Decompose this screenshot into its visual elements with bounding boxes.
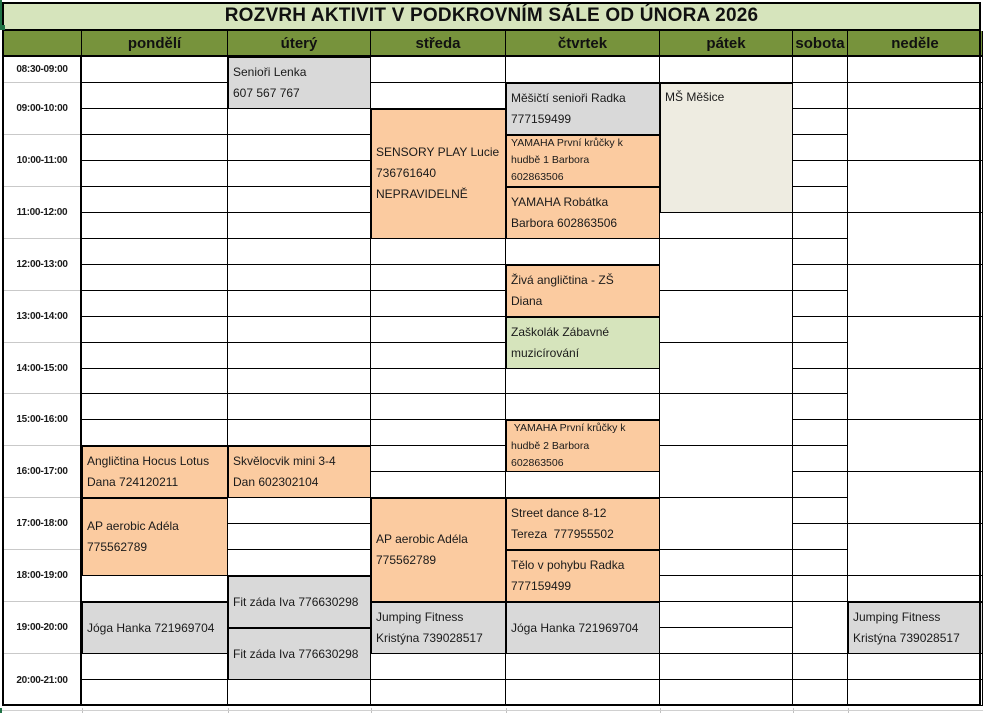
time-slot-13-00-14-00[interactable]: 13:00-14:00 <box>2 291 82 343</box>
cell-patek-r6[interactable] <box>660 213 793 239</box>
activity-text-line: hudbě 1 Barbora <box>511 154 590 167</box>
activity-text-line: 777159499 <box>511 579 572 594</box>
activity-text-line: Jóga Hanka 721969704 <box>87 620 215 635</box>
activity-street-dance-8-12[interactable] <box>506 498 660 550</box>
activity-skvelocvik-mini-3-4[interactable] <box>228 446 371 498</box>
cell-nedele-r8[interactable] <box>848 265 983 317</box>
cell-pondeli-r0[interactable] <box>82 57 228 83</box>
cell-patek-r19[interactable] <box>660 550 793 576</box>
cell-utery-r5[interactable] <box>228 187 371 213</box>
cell-streda-r24[interactable] <box>371 680 506 706</box>
activity-text-line: Dan 602302104 <box>233 475 319 490</box>
cell-nedele-r6[interactable] <box>848 213 983 265</box>
day-header-ctvrtek[interactable]: čtvrtek <box>506 31 660 57</box>
activity-text-line: YAMAHA První krůčky k <box>511 136 623 149</box>
activity-text-line: AP aerobic Adéla <box>376 532 468 547</box>
activity-text-line: Diana <box>511 293 543 308</box>
cell-streda-r10[interactable] <box>371 317 506 343</box>
cell-pondeli-r6[interactable] <box>82 213 228 239</box>
time-slot-16-00-17-00[interactable]: 16:00-17:00 <box>2 446 82 498</box>
cell-utery-r10[interactable] <box>228 317 371 343</box>
cell-utery-r24[interactable] <box>228 680 371 706</box>
activity-text-line: Jumping Fitness <box>376 610 464 625</box>
cell-pondeli-r10[interactable] <box>82 317 228 343</box>
cell-pondeli-r12[interactable] <box>82 369 228 395</box>
cell-patek-r24[interactable] <box>660 680 793 706</box>
ghost-gridline <box>2 710 983 711</box>
cell-sobota-r23[interactable] <box>793 654 848 680</box>
selection-artifact-top <box>0 0 2 27</box>
time-column-separator <box>80 57 82 706</box>
activity-text-line: Fit záda Iva 776630298 <box>233 594 359 609</box>
cell-ctvrtek-r7[interactable] <box>506 239 660 265</box>
cell-patek-r9[interactable] <box>660 291 793 343</box>
activity-text-line: YAMAHA První krůčky k <box>511 422 626 435</box>
cell-nedele-r16[interactable] <box>848 472 983 524</box>
cell-streda-r16[interactable] <box>371 472 506 498</box>
cell-nedele-r10[interactable] <box>848 317 983 369</box>
cell-patek-r21[interactable] <box>660 602 793 628</box>
cell-pondeli-r3[interactable] <box>82 135 228 161</box>
activity-text-line: Fit záda Iva 776630298 <box>233 646 359 661</box>
activity-text-line: 775562789 <box>87 540 148 555</box>
cell-utery-r8[interactable] <box>228 265 371 291</box>
time-slot-08-30-09-00[interactable]: 08:30-09:00 <box>2 57 82 83</box>
cell-ctvrtek-r12[interactable] <box>506 369 660 395</box>
activity-fit-zada-iva-776630298[interactable] <box>228 628 371 680</box>
cell-nedele-r24[interactable] <box>848 680 983 706</box>
cell-nedele-r20[interactable] <box>848 576 983 602</box>
cell-patek-r13[interactable] <box>660 394 793 446</box>
cell-patek-r7[interactable] <box>660 239 793 291</box>
activity-text-line: Zaškolák Zábavné <box>511 324 610 339</box>
activity-text-line: SENSORY PLAY Lucie <box>376 145 500 160</box>
activity-ziva-anglictina-zs[interactable] <box>506 265 660 317</box>
activity-text-line: Kristýna 739028517 <box>376 631 483 646</box>
cell-ctvrtek-r13[interactable] <box>506 394 660 420</box>
activity-text-line: 602863506 <box>511 171 564 184</box>
activity-text-line: NEPRAVIDELNĚ <box>376 187 468 202</box>
time-slot-17-00-18-00[interactable]: 17:00-18:00 <box>2 498 82 550</box>
activity-sensory-play-lucie[interactable] <box>371 109 506 239</box>
cell-sobota-r7[interactable] <box>793 239 848 265</box>
cell-sobota-r3[interactable] <box>793 135 848 161</box>
cell-streda-r0[interactable] <box>371 57 506 83</box>
cell-streda-r1[interactable] <box>371 83 506 109</box>
cell-utery-r4[interactable] <box>228 161 371 187</box>
cell-nedele-r2[interactable] <box>848 109 983 161</box>
activity-text-line: Tereza 777955502 <box>511 527 614 542</box>
activity-zaskolak-zabavne[interactable] <box>506 317 660 369</box>
time-slot-18-00-19-00[interactable]: 18:00-19:00 <box>2 550 82 602</box>
activity-text-line: Street dance 8-12 <box>511 506 607 521</box>
selection-artifact-bottom <box>0 708 2 713</box>
activity-text-line: 775562789 <box>376 553 437 568</box>
cell-sobota-r13[interactable] <box>793 394 848 420</box>
activity-text-line: Senioři Lenka <box>233 64 307 79</box>
day-header-sobota[interactable]: sobota <box>793 31 848 57</box>
cell-sobota-r5[interactable] <box>793 187 848 213</box>
activity-text-line: hudbě 2 Barbora <box>511 439 590 452</box>
cell-sobota-r20[interactable] <box>793 576 848 602</box>
cell-sobota-r24[interactable] <box>793 680 848 706</box>
cell-patek-r23[interactable] <box>660 654 793 680</box>
cell-pondeli-r24[interactable] <box>82 680 228 706</box>
time-slot-14-00-15-00[interactable]: 14:00-15:00 <box>2 343 82 395</box>
activity-mesicti-seniori-radka[interactable] <box>506 83 660 135</box>
cell-utery-r12[interactable] <box>228 369 371 395</box>
cell-pondeli-r11[interactable] <box>82 343 228 369</box>
day-header-nedele[interactable]: neděle <box>848 31 983 57</box>
cell-utery-r3[interactable] <box>228 135 371 161</box>
cell-streda-r15[interactable] <box>371 446 506 472</box>
cell-pondeli-r20[interactable] <box>82 576 228 602</box>
cell-patek-r11[interactable] <box>660 343 793 395</box>
cell-pondeli-r14[interactable] <box>82 420 228 446</box>
activity-anglictina-hocus-lotus[interactable] <box>82 446 228 498</box>
activity-jumping-fitness[interactable] <box>371 602 506 654</box>
activity-fit-zada-iva-776630298[interactable] <box>228 576 371 628</box>
activity-seniori-lenka[interactable] <box>228 57 371 109</box>
activity-text-line: MŠ Měšice <box>665 89 725 104</box>
activity-ap-aerobic-adela[interactable] <box>371 498 506 602</box>
cell-streda-r9[interactable] <box>371 291 506 317</box>
cell-pondeli-r5[interactable] <box>82 187 228 213</box>
cell-streda-r7[interactable] <box>371 239 506 265</box>
cell-sobota-r10[interactable] <box>793 317 848 343</box>
cell-nedele-r23[interactable] <box>848 654 983 680</box>
activity-text-line: 736761640 <box>376 166 437 181</box>
activity-text-line: 607 567 767 <box>233 85 300 100</box>
cell-pondeli-r13[interactable] <box>82 394 228 420</box>
cell-pondeli-r7[interactable] <box>82 239 228 265</box>
cell-sobota-r4[interactable] <box>793 161 848 187</box>
activity-telo-v-pohybu-radka[interactable] <box>506 550 660 602</box>
cell-patek-r20[interactable] <box>660 576 793 602</box>
cell-nedele-r18[interactable] <box>848 524 983 576</box>
day-header-pondeli[interactable]: pondělí <box>82 31 228 57</box>
activity-text-line: 777159499 <box>511 111 572 126</box>
time-slot-11-00-12-00[interactable]: 11:00-12:00 <box>2 187 82 239</box>
activity-text-line: Měšičtí senioři Radka <box>511 90 626 105</box>
cell-utery-r6[interactable] <box>228 213 371 239</box>
cell-ctvrtek-r16[interactable] <box>506 472 660 498</box>
activity-text-line: Jumping Fitness <box>853 610 941 625</box>
cell-utery-r13[interactable] <box>228 394 371 420</box>
cell-ctvrtek-r0[interactable] <box>506 57 660 83</box>
cell-patek-r15[interactable] <box>660 446 793 498</box>
cell-sobota-r2[interactable] <box>793 109 848 135</box>
time-slot-12-00-13-00[interactable]: 12:00-13:00 <box>2 239 82 291</box>
activity-text-line: Barbora 602863506 <box>511 215 618 230</box>
cell-pondeli-r1[interactable] <box>82 83 228 109</box>
activity-text-line: Tělo v pohybu Radka <box>511 558 625 573</box>
time-slot-20-00-21-00[interactable]: 20:00-21:00 <box>2 654 82 706</box>
corner-header-cell[interactable] <box>2 31 82 57</box>
activity-text-line: AP aerobic Adéla <box>87 519 179 534</box>
time-slot-15-00-16-00[interactable]: 15:00-16:00 <box>2 394 82 446</box>
cell-nedele-r12[interactable] <box>848 369 983 421</box>
day-header-utery[interactable]: úterý <box>228 31 371 57</box>
cell-streda-r12[interactable] <box>371 369 506 395</box>
cell-sobota-r8[interactable] <box>793 265 848 291</box>
cell-nedele-r0[interactable] <box>848 57 983 83</box>
activity-ap-aerobic-adela[interactable] <box>82 498 228 576</box>
cell-utery-r9[interactable] <box>228 291 371 317</box>
cell-sobota-r1[interactable] <box>793 83 848 109</box>
time-slot-09-00-10-00[interactable]: 09:00-10:00 <box>2 83 82 135</box>
cell-sobota-r19[interactable] <box>793 550 848 576</box>
cell-patek-r22[interactable] <box>660 628 793 654</box>
activity-text-line: Živá angličtina - ZŠ <box>511 272 614 287</box>
cell-sobota-r21[interactable] <box>793 602 848 654</box>
day-header-streda[interactable]: středa <box>371 31 506 57</box>
activity-ms-mesice[interactable] <box>660 83 793 213</box>
cell-nedele-r1[interactable] <box>848 83 983 109</box>
cell-pondeli-r23[interactable] <box>82 654 228 680</box>
cell-streda-r13[interactable] <box>371 394 506 420</box>
time-slot-19-00-20-00[interactable]: 19:00-20:00 <box>2 602 82 654</box>
cell-patek-r0[interactable] <box>660 57 793 83</box>
cell-pondeli-r8[interactable] <box>82 265 228 291</box>
activity-text-line: Kristýna 739028517 <box>853 631 960 646</box>
cell-streda-r8[interactable] <box>371 265 506 291</box>
cell-streda-r11[interactable] <box>371 343 506 369</box>
time-slot-10-00-11-00[interactable]: 10:00-11:00 <box>2 135 82 187</box>
cell-sobota-r11[interactable] <box>793 343 848 369</box>
cell-pondeli-r2[interactable] <box>82 109 228 135</box>
cell-sobota-r16[interactable] <box>793 472 848 498</box>
cell-pondeli-r4[interactable] <box>82 161 228 187</box>
cell-utery-r17[interactable] <box>228 498 371 524</box>
cell-ctvrtek-r24[interactable] <box>506 680 660 706</box>
cell-utery-r11[interactable] <box>228 343 371 369</box>
activity-joga-hanka-721969704[interactable] <box>82 602 228 654</box>
cell-utery-r7[interactable] <box>228 239 371 265</box>
cell-patek-r17[interactable] <box>660 498 793 550</box>
activity-text-line: muzicírování <box>511 345 580 360</box>
activity-text-line: Jóga Hanka 721969704 <box>511 620 639 635</box>
selection-artifact-handle <box>0 25 5 30</box>
activity-text-line: Dana 724120211 <box>87 475 179 490</box>
cell-pondeli-r9[interactable] <box>82 291 228 317</box>
cell-streda-r14[interactable] <box>371 420 506 446</box>
activity-yamaha-robatka[interactable] <box>506 187 660 239</box>
day-header-patek[interactable]: pátek <box>660 31 793 57</box>
cell-sobota-r17[interactable] <box>793 498 848 524</box>
cell-sobota-r9[interactable] <box>793 291 848 317</box>
cell-sobota-r14[interactable] <box>793 420 848 446</box>
cell-utery-r18[interactable] <box>228 524 371 550</box>
cell-nedele-r14[interactable] <box>848 420 983 472</box>
schedule-title-cell[interactable]: ROZVRH AKTIVIT V PODKROVNÍM SÁLE OD ÚNORA 2026 <box>2 2 981 31</box>
cell-nedele-r4[interactable] <box>848 161 983 213</box>
activity-yamaha-prvni-krucky-k[interactable] <box>506 135 660 187</box>
cell-utery-r14[interactable] <box>228 420 371 446</box>
activity-text-line: Angličtina Hocus Lotus <box>87 454 210 469</box>
activity-text-line: YAMAHA Robátka <box>511 194 609 209</box>
activity-text-line: Skvělocvik mini 3-4 <box>233 454 336 469</box>
cell-utery-r19[interactable] <box>228 550 371 576</box>
activity-jumping-fitness[interactable] <box>848 602 983 654</box>
cell-sobota-r12[interactable] <box>793 369 848 395</box>
cell-sobota-r18[interactable] <box>793 524 848 550</box>
cell-streda-r23[interactable] <box>371 654 506 680</box>
activity-joga-hanka-721969704[interactable] <box>506 602 660 654</box>
activity-yamaha-prvni-krucky-k[interactable] <box>506 420 660 472</box>
cell-sobota-r15[interactable] <box>793 446 848 472</box>
cell-ctvrtek-r23[interactable] <box>506 654 660 680</box>
cell-sobota-r6[interactable] <box>793 213 848 239</box>
activity-text-line: 602863506 <box>511 457 564 470</box>
cell-utery-r2[interactable] <box>228 109 371 135</box>
cell-sobota-r0[interactable] <box>793 57 848 83</box>
